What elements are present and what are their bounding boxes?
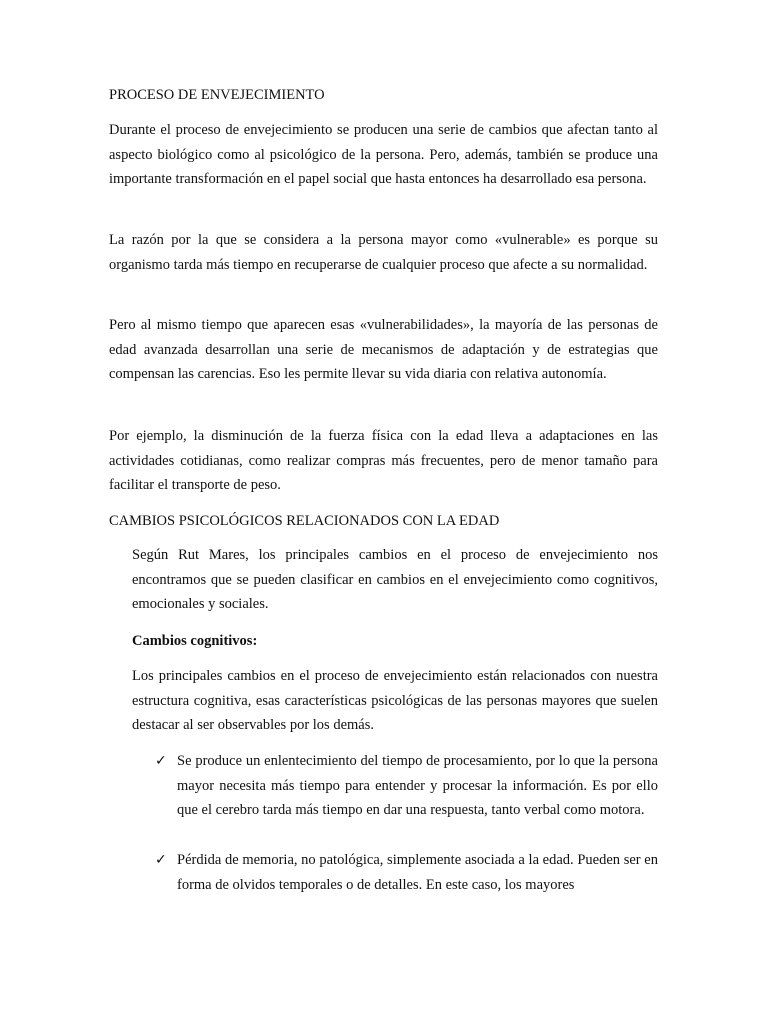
paragraph-3: Pero al mismo tiempo que aparecen esas «vulnerabilidades», la mayoría de las personas de edad avanzada desarrollan una serie de mecanismos de adaptación y de estrategias que compensan las carencias. Eso les permite llevar su vida diaria con relativa autonomía. — [109, 317, 658, 383]
section-title: CAMBIOS PSICOLÓGICOS RELACIONADOS CON LA EDAD — [109, 513, 500, 529]
checkmark-icon: ✓ — [155, 852, 167, 868]
section-intro: Según Rut Mares, los principales cambios en el proceso de envejecimiento nos encontramos que se pueden clasificar en cambios en el envejecimiento como cognitivos, emocionales y sociales. — [132, 547, 658, 613]
bullet-text-2: Pérdida de memoria, no patológica, simplemente asociada a la edad. Pueden ser en forma de olvidos temporales o de detalles. En este caso, los mayores — [177, 852, 658, 893]
subsection-intro: Los principales cambios en el proceso de envejecimiento están relacionados con nuestra estructura cognitiva, esas características psicológicas de las personas mayores que suelen destacar al ser observables por los demás. — [132, 668, 658, 734]
document-title: PROCESO DE ENVEJECIMIENTO — [109, 87, 325, 103]
paragraph-2: La razón por la que se considera a la persona mayor como «vulnerable» es porque su organismo tarda más tiempo en recuperarse de cualquier proceso que afecte a su normalidad. — [109, 232, 658, 273]
bullet-text-1: Se produce un enlentecimiento del tiempo de procesamiento, por lo que la persona mayor necesita más tiempo para entender y procesar la información. Es por ello que el cerebro tarda más tiempo en dar una respuesta, tanto verbal como motora. — [177, 753, 658, 819]
subsection-title: Cambios cognitivos: — [132, 633, 258, 649]
checkmark-icon: ✓ — [155, 753, 167, 769]
paragraph-4: Por ejemplo, la disminución de la fuerza física con la edad lleva a adaptaciones en las actividades cotidianas, como realizar compras más frecuentes, pero de menor tamaño para facilitar el transporte de peso. — [109, 428, 658, 494]
paragraph-1: Durante el proceso de envejecimiento se producen una serie de cambios que afectan tanto al aspecto biológico como al psicológico de la persona. Pero, además, también se produce una importante transformación en el papel social que hasta entonces ha desarrollado esa persona. — [109, 122, 658, 188]
